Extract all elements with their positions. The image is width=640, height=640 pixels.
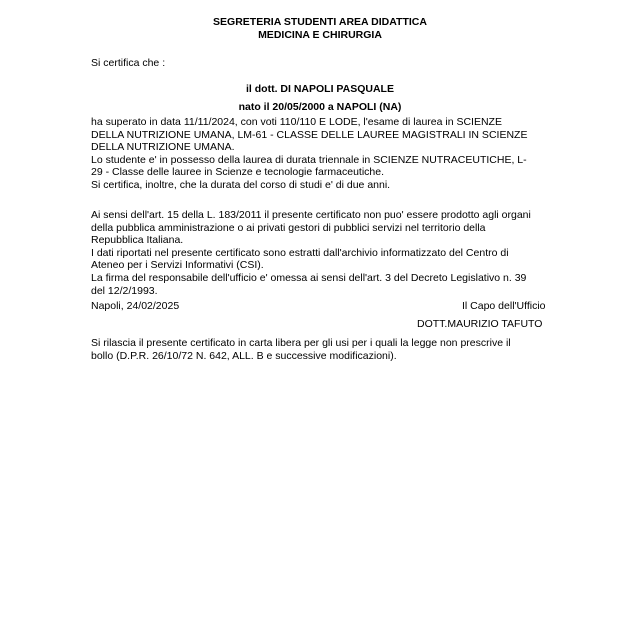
document-header	[0, 16, 640, 42]
subject-block	[220, 80, 420, 116]
legal-notice-paragraph: Ai sensi dell'art. 15 della L. 183/2011 il presente certificato non puo' essere prodotto agli organi della pubblica amministrazione o ai privati gestori di pubblici servizi nel territorio della Repubblica Italiana. I dati riportati nel presente certificato sono estratti dall'archivio informatizzato del Centro di Ateneo per i Servizi Informativi (CSI). La firma del responsabile dell'ufficio e' omessa ai sensi dell'art. 3 del Decreto Legislativo n. 39 del 12/2/1993.	[91, 209, 531, 297]
subject-birth: nato il 20/05/2000 a NAPOLI (NA)	[238, 101, 402, 113]
signatory-role: Il Capo dell'Ufficio	[462, 300, 546, 312]
degree-paragraph: ha superato in data 11/11/2024, con voti 110/110 E LODE, l'esame di laurea in SCIENZE DELLA NUTRIZIONE UMANA, LM-61 - CLASSE DELLE LAUREE MAGISTRALI IN SCIENZE DELLA NUTRIZIONE UMANA. Lo studente e' in possesso della laurea di durata triennale in SCIENZE NUTRACEUTICHE, L- 29 - Classe delle lauree in Scienze e tecnologie farmaceutiche. Si certifica, inoltre, che la durata del corso di studi e' di due anni.	[91, 116, 528, 191]
office-title: SEGRETERIA STUDENTI AREA DIDATTICA	[213, 16, 427, 28]
stamp-duty-paragraph: Si rilascia il presente certificato in carta libera per gli usi per i quali la legge non prescrive il bollo (D.P.R. 26/10/72 N. 642, ALL. B e successive modificazioni).	[91, 337, 511, 362]
department-title: MEDICINA E CHIRURGIA	[258, 29, 382, 41]
subject-name: il dott. DI NAPOLI PASQUALE	[246, 83, 394, 95]
certification-intro: Si certifica che :	[91, 57, 166, 69]
signatory-name: DOTT.MAURIZIO TAFUTO	[417, 318, 543, 330]
place-date: Napoli, 24/02/2025	[91, 300, 180, 312]
